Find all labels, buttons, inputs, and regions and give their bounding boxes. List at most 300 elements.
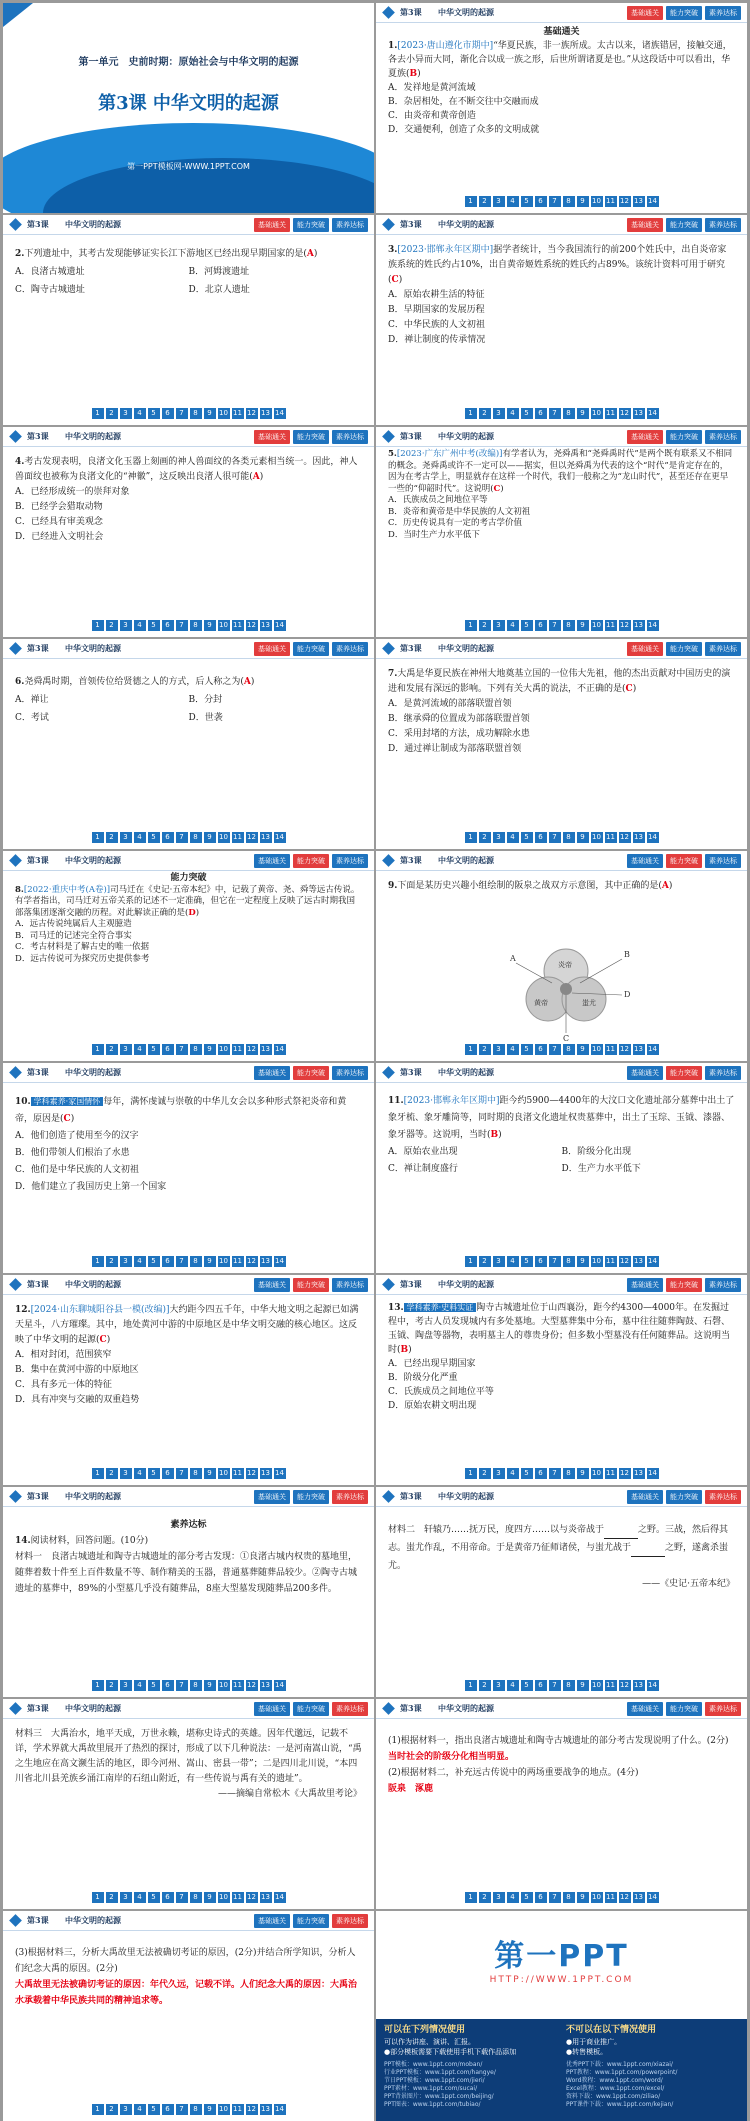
page-nav-button[interactable]: 8 — [563, 408, 575, 419]
page-nav-button[interactable]: 2 — [479, 620, 491, 631]
page-nav-button[interactable]: 2 — [106, 1680, 118, 1691]
page-nav-button[interactable]: 11 — [606, 409, 615, 417]
literacy-tab[interactable]: 素养达标 — [332, 642, 368, 656]
page-nav-button[interactable]: 1 — [465, 1892, 477, 1903]
page-nav-button[interactable]: 10 — [219, 1469, 228, 1477]
basic-tab[interactable]: 基础通关 — [254, 430, 290, 444]
page-nav-button[interactable]: 3 — [493, 1892, 505, 1903]
page-nav-button[interactable]: 14 — [648, 1257, 657, 1265]
page-nav-button[interactable]: 3 — [120, 1044, 132, 1055]
page-nav-button[interactable]: 13 — [634, 1257, 643, 1265]
page-nav-button[interactable]: 2 — [106, 1468, 118, 1479]
page-nav-button[interactable]: 2 — [106, 1044, 118, 1055]
ability-tab[interactable]: 能力突破 — [666, 218, 702, 232]
page-nav-button[interactable]: 12 — [620, 833, 629, 841]
page-nav-button[interactable]: 12 — [247, 2105, 256, 2113]
page-nav-button[interactable]: 5 — [521, 1892, 533, 1903]
page-nav-button[interactable]: 7 — [176, 2104, 188, 2115]
basic-tab[interactable]: 基础通关 — [627, 6, 663, 20]
page-nav-button[interactable]: 13 — [261, 1045, 270, 1053]
page-nav-button[interactable]: 14 — [275, 1893, 284, 1901]
ability-tab[interactable]: 能力突破 — [293, 1066, 329, 1080]
page-nav-button[interactable]: 5 — [148, 408, 160, 419]
basic-tab[interactable]: 基础通关 — [627, 1490, 663, 1504]
literacy-tab[interactable]: 素养达标 — [332, 218, 368, 232]
page-nav-button[interactable]: 9 — [204, 1044, 216, 1055]
page-nav-button[interactable]: 1 — [465, 196, 477, 207]
page-nav-button[interactable]: 12 — [620, 1257, 629, 1265]
page-nav-button[interactable]: 13 — [261, 1681, 270, 1689]
page-nav-button[interactable]: 4 — [134, 1892, 146, 1903]
page-nav-button[interactable]: 10 — [592, 833, 601, 841]
page-nav-button[interactable]: 13 — [634, 621, 643, 629]
page-nav-button[interactable]: 8 — [563, 620, 575, 631]
page-nav-button[interactable]: 6 — [162, 2104, 174, 2115]
page-nav-button[interactable]: 5 — [148, 1680, 160, 1691]
page-nav-button[interactable]: 13 — [261, 1257, 270, 1265]
page-nav-button[interactable]: 10 — [219, 621, 228, 629]
ability-tab[interactable]: 能力突破 — [293, 1914, 329, 1928]
page-nav-button[interactable]: 7 — [549, 1892, 561, 1903]
page-nav-button[interactable]: 9 — [204, 1256, 216, 1267]
page-nav-button[interactable]: 3 — [493, 1468, 505, 1479]
literacy-tab[interactable]: 素养达标 — [705, 1278, 741, 1292]
page-nav-button[interactable]: 3 — [493, 832, 505, 843]
page-nav-button[interactable]: 1 — [465, 1680, 477, 1691]
page-nav-button[interactable]: 6 — [162, 1256, 174, 1267]
page-nav-button[interactable]: 1 — [465, 832, 477, 843]
basic-tab[interactable]: 基础通关 — [254, 1914, 290, 1928]
literacy-tab[interactable]: 素养达标 — [332, 1278, 368, 1292]
page-nav-button[interactable]: 4 — [134, 1468, 146, 1479]
page-nav-button[interactable]: 13 — [634, 1893, 643, 1901]
page-nav-button[interactable]: 10 — [219, 409, 228, 417]
page-nav-button[interactable]: 11 — [606, 197, 615, 205]
page-nav-button[interactable]: 9 — [577, 196, 589, 207]
page-nav-button[interactable]: 5 — [148, 1892, 160, 1903]
page-nav-button[interactable]: 10 — [219, 1681, 228, 1689]
page-nav-button[interactable]: 11 — [606, 1893, 615, 1901]
literacy-tab[interactable]: 素养达标 — [332, 1066, 368, 1080]
page-nav-button[interactable]: 14 — [648, 409, 657, 417]
page-nav-button[interactable]: 8 — [190, 832, 202, 843]
page-nav-button[interactable]: 1 — [92, 1256, 104, 1267]
page-nav-button[interactable]: 5 — [521, 1680, 533, 1691]
literacy-tab[interactable]: 素养达标 — [705, 1490, 741, 1504]
basic-tab[interactable]: 基础通关 — [627, 430, 663, 444]
page-nav-button[interactable]: 11 — [233, 621, 242, 629]
page-nav-button[interactable]: 6 — [162, 408, 174, 419]
page-nav-button[interactable]: 1 — [92, 408, 104, 419]
page-nav-button[interactable]: 7 — [176, 1680, 188, 1691]
page-nav-button[interactable]: 9 — [204, 2104, 216, 2115]
ability-tab[interactable]: 能力突破 — [293, 854, 329, 868]
page-nav-button[interactable]: 2 — [479, 1680, 491, 1691]
page-nav-button[interactable]: 7 — [549, 196, 561, 207]
page-nav-button[interactable]: 3 — [120, 1256, 132, 1267]
page-nav-button[interactable]: 8 — [190, 1680, 202, 1691]
page-nav-button[interactable]: 10 — [592, 197, 601, 205]
page-nav-button[interactable]: 3 — [493, 1680, 505, 1691]
page-nav-button[interactable]: 3 — [120, 408, 132, 419]
page-nav-button[interactable]: 4 — [134, 832, 146, 843]
page-nav-button[interactable]: 2 — [106, 620, 118, 631]
page-nav-button[interactable]: 14 — [275, 1257, 284, 1265]
page-nav-button[interactable]: 1 — [92, 832, 104, 843]
page-nav-button[interactable]: 10 — [592, 1045, 601, 1053]
page-nav-button[interactable]: 2 — [479, 1468, 491, 1479]
page-nav-button[interactable]: 6 — [535, 620, 547, 631]
page-nav-button[interactable]: 6 — [535, 1256, 547, 1267]
blank-1[interactable] — [604, 1529, 638, 1539]
page-nav-button[interactable]: 12 — [247, 409, 256, 417]
page-nav-button[interactable]: 12 — [247, 1045, 256, 1053]
page-nav-button[interactable]: 7 — [176, 408, 188, 419]
literacy-tab[interactable]: 素养达标 — [705, 1702, 741, 1716]
page-nav-button[interactable]: 9 — [577, 1892, 589, 1903]
page-nav-button[interactable]: 10 — [219, 1893, 228, 1901]
page-nav-button[interactable]: 6 — [535, 832, 547, 843]
page-nav-button[interactable]: 9 — [577, 1256, 589, 1267]
page-nav-button[interactable]: 8 — [190, 1892, 202, 1903]
page-nav-button[interactable]: 5 — [521, 1256, 533, 1267]
literacy-tab[interactable]: 素养达标 — [332, 430, 368, 444]
page-nav-button[interactable]: 4 — [134, 2104, 146, 2115]
page-nav-button[interactable]: 4 — [507, 1892, 519, 1903]
page-nav-button[interactable]: 10 — [592, 621, 601, 629]
page-nav-button[interactable]: 1 — [465, 408, 477, 419]
page-nav-button[interactable]: 5 — [148, 1044, 160, 1055]
literacy-tab[interactable]: 素养达标 — [332, 1702, 368, 1716]
page-nav-button[interactable]: 1 — [465, 1468, 477, 1479]
page-nav-button[interactable]: 8 — [563, 196, 575, 207]
page-nav-button[interactable]: 2 — [479, 1256, 491, 1267]
page-nav-button[interactable]: 11 — [606, 1469, 615, 1477]
literacy-tab[interactable]: 素养达标 — [705, 854, 741, 868]
page-nav-button[interactable]: 7 — [549, 832, 561, 843]
page-nav-button[interactable]: 3 — [120, 1680, 132, 1691]
page-nav-button[interactable]: 6 — [162, 1468, 174, 1479]
ability-tab[interactable]: 能力突破 — [293, 642, 329, 656]
page-nav-button[interactable]: 7 — [549, 1468, 561, 1479]
page-nav-button[interactable]: 12 — [247, 1469, 256, 1477]
ability-tab[interactable]: 能力突破 — [666, 642, 702, 656]
page-nav-button[interactable]: 11 — [233, 833, 242, 841]
page-nav-button[interactable]: 5 — [521, 1044, 533, 1055]
literacy-tab[interactable]: 素养达标 — [332, 1490, 368, 1504]
page-nav-button[interactable]: 9 — [577, 1680, 589, 1691]
literacy-tab[interactable]: 素养达标 — [332, 1914, 368, 1928]
page-nav-button[interactable]: 4 — [507, 1256, 519, 1267]
page-nav-button[interactable]: 7 — [176, 1256, 188, 1267]
page-nav-button[interactable]: 8 — [563, 1680, 575, 1691]
page-nav-button[interactable]: 12 — [247, 1257, 256, 1265]
page-nav-button[interactable]: 8 — [563, 832, 575, 843]
page-nav-button[interactable]: 3 — [120, 620, 132, 631]
page-nav-button[interactable]: 12 — [620, 1893, 629, 1901]
page-nav-button[interactable]: 8 — [190, 620, 202, 631]
page-nav-button[interactable]: 9 — [577, 1044, 589, 1055]
page-nav-button[interactable]: 6 — [535, 1468, 547, 1479]
page-nav-button[interactable]: 13 — [261, 1893, 270, 1901]
page-nav-button[interactable]: 5 — [521, 196, 533, 207]
page-nav-button[interactable]: 2 — [106, 2104, 118, 2115]
basic-tab[interactable]: 基础通关 — [254, 218, 290, 232]
page-nav-button[interactable]: 5 — [521, 1468, 533, 1479]
literacy-tab[interactable]: 素养达标 — [705, 218, 741, 232]
page-nav-button[interactable]: 5 — [148, 1256, 160, 1267]
page-nav-button[interactable]: 9 — [204, 1680, 216, 1691]
basic-tab[interactable]: 基础通关 — [254, 1490, 290, 1504]
page-nav-button[interactable]: 12 — [620, 621, 629, 629]
page-nav-button[interactable]: 7 — [549, 1680, 561, 1691]
page-nav-button[interactable]: 14 — [275, 1045, 284, 1053]
page-nav-button[interactable]: 1 — [92, 620, 104, 631]
page-nav-button[interactable]: 5 — [521, 620, 533, 631]
page-nav-button[interactable]: 4 — [507, 832, 519, 843]
page-nav-button[interactable]: 8 — [190, 408, 202, 419]
page-nav-button[interactable]: 10 — [219, 1257, 228, 1265]
page-nav-button[interactable]: 10 — [219, 1045, 228, 1053]
page-nav-button[interactable]: 10 — [219, 2105, 228, 2113]
page-nav-button[interactable]: 2 — [479, 196, 491, 207]
page-nav-button[interactable]: 7 — [176, 620, 188, 631]
page-nav-button[interactable]: 11 — [606, 1681, 615, 1689]
page-nav-button[interactable]: 11 — [233, 1045, 242, 1053]
page-nav-button[interactable]: 4 — [134, 1680, 146, 1691]
page-nav-button[interactable]: 13 — [261, 621, 270, 629]
page-nav-button[interactable]: 8 — [190, 1468, 202, 1479]
page-nav-button[interactable]: 12 — [620, 1681, 629, 1689]
page-nav-button[interactable]: 11 — [606, 1045, 615, 1053]
page-nav-button[interactable]: 14 — [275, 1681, 284, 1689]
page-nav-button[interactable]: 4 — [134, 620, 146, 631]
page-nav-button[interactable]: 9 — [204, 620, 216, 631]
page-nav-button[interactable]: 12 — [247, 621, 256, 629]
page-nav-button[interactable]: 7 — [549, 1256, 561, 1267]
ability-tab[interactable]: 能力突破 — [293, 1278, 329, 1292]
page-nav-button[interactable]: 10 — [592, 409, 601, 417]
page-nav-button[interactable]: 14 — [648, 1681, 657, 1689]
basic-tab[interactable]: 基础通关 — [254, 1278, 290, 1292]
page-nav-button[interactable]: 2 — [106, 1892, 118, 1903]
page-nav-button[interactable]: 6 — [162, 620, 174, 631]
page-nav-button[interactable]: 9 — [204, 408, 216, 419]
page-nav-button[interactable]: 6 — [535, 1044, 547, 1055]
ability-tab[interactable]: 能力突破 — [666, 1702, 702, 1716]
page-nav-button[interactable]: 6 — [162, 832, 174, 843]
page-nav-button[interactable]: 9 — [204, 1468, 216, 1479]
page-nav-button[interactable]: 10 — [592, 1893, 601, 1901]
page-nav-button[interactable]: 6 — [162, 1680, 174, 1691]
page-nav-button[interactable]: 3 — [493, 620, 505, 631]
page-nav-button[interactable]: 14 — [275, 409, 284, 417]
page-nav-button[interactable]: 14 — [648, 1469, 657, 1477]
page-nav-button[interactable]: 13 — [634, 1469, 643, 1477]
page-nav-button[interactable]: 3 — [120, 832, 132, 843]
page-nav-button[interactable]: 14 — [648, 197, 657, 205]
basic-tab[interactable]: 基础通关 — [627, 1066, 663, 1080]
ability-tab[interactable]: 能力突破 — [666, 1278, 702, 1292]
page-nav-button[interactable]: 13 — [634, 1045, 643, 1053]
page-nav-button[interactable]: 12 — [247, 1681, 256, 1689]
page-nav-button[interactable]: 9 — [204, 1892, 216, 1903]
page-nav-button[interactable]: 3 — [120, 1468, 132, 1479]
page-nav-button[interactable]: 12 — [620, 197, 629, 205]
basic-tab[interactable]: 基础通关 — [627, 642, 663, 656]
page-nav-button[interactable]: 12 — [247, 1893, 256, 1901]
page-nav-button[interactable]: 11 — [233, 1893, 242, 1901]
ability-tab[interactable]: 能力突破 — [293, 430, 329, 444]
ability-tab[interactable]: 能力突破 — [293, 1702, 329, 1716]
page-nav-button[interactable]: 4 — [507, 620, 519, 631]
page-nav-button[interactable]: 7 — [176, 1044, 188, 1055]
page-nav-button[interactable]: 13 — [634, 833, 643, 841]
page-nav-button[interactable]: 11 — [233, 1681, 242, 1689]
page-nav-button[interactable]: 13 — [261, 2105, 270, 2113]
page-nav-button[interactable]: 6 — [535, 196, 547, 207]
page-nav-button[interactable]: 6 — [535, 1892, 547, 1903]
page-nav-button[interactable]: 8 — [563, 1256, 575, 1267]
basic-tab[interactable]: 基础通关 — [254, 1702, 290, 1716]
page-nav-button[interactable]: 4 — [507, 196, 519, 207]
ability-tab[interactable]: 能力突破 — [666, 1490, 702, 1504]
page-nav-button[interactable]: 4 — [134, 1044, 146, 1055]
page-nav-button[interactable]: 10 — [592, 1681, 601, 1689]
page-nav-button[interactable]: 7 — [549, 1044, 561, 1055]
page-nav-button[interactable]: 1 — [92, 1892, 104, 1903]
page-nav-button[interactable]: 7 — [176, 1892, 188, 1903]
page-nav-button[interactable]: 2 — [479, 1044, 491, 1055]
page-nav-button[interactable]: 2 — [479, 832, 491, 843]
page-nav-button[interactable]: 5 — [148, 620, 160, 631]
literacy-tab[interactable]: 素养达标 — [705, 430, 741, 444]
page-nav-button[interactable]: 14 — [648, 833, 657, 841]
page-nav-button[interactable]: 6 — [535, 1680, 547, 1691]
literacy-tab[interactable]: 素养达标 — [332, 854, 368, 868]
literacy-tab[interactable]: 素养达标 — [705, 1066, 741, 1080]
basic-tab[interactable]: 基础通关 — [254, 1066, 290, 1080]
ability-tab[interactable]: 能力突破 — [293, 218, 329, 232]
page-nav-button[interactable]: 9 — [577, 620, 589, 631]
page-nav-button[interactable]: 5 — [521, 832, 533, 843]
page-nav-button[interactable]: 7 — [176, 1468, 188, 1479]
page-nav-button[interactable]: 5 — [148, 832, 160, 843]
page-nav-button[interactable]: 8 — [563, 1892, 575, 1903]
basic-tab[interactable]: 基础通关 — [627, 854, 663, 868]
page-nav-button[interactable]: 8 — [563, 1468, 575, 1479]
literacy-tab[interactable]: 素养达标 — [705, 6, 741, 20]
ability-tab[interactable]: 能力突破 — [666, 854, 702, 868]
page-nav-button[interactable]: 3 — [493, 196, 505, 207]
page-nav-button[interactable]: 14 — [275, 833, 284, 841]
page-nav-button[interactable]: 7 — [549, 408, 561, 419]
page-nav-button[interactable]: 14 — [275, 621, 284, 629]
page-nav-button[interactable]: 3 — [493, 1044, 505, 1055]
page-nav-button[interactable]: 2 — [106, 832, 118, 843]
page-nav-button[interactable]: 6 — [162, 1892, 174, 1903]
page-nav-button[interactable]: 3 — [120, 1892, 132, 1903]
page-nav-button[interactable]: 14 — [648, 1893, 657, 1901]
page-nav-button[interactable]: 12 — [247, 833, 256, 841]
page-nav-button[interactable]: 11 — [606, 833, 615, 841]
page-nav-button[interactable]: 4 — [134, 408, 146, 419]
page-nav-button[interactable]: 3 — [493, 408, 505, 419]
page-nav-button[interactable]: 8 — [190, 2104, 202, 2115]
literacy-tab[interactable]: 素养达标 — [705, 642, 741, 656]
page-nav-button[interactable]: 5 — [148, 2104, 160, 2115]
page-nav-button[interactable]: 1 — [92, 1468, 104, 1479]
basic-tab[interactable]: 基础通关 — [254, 854, 290, 868]
page-nav-button[interactable]: 2 — [106, 1256, 118, 1267]
page-nav-button[interactable]: 12 — [620, 409, 629, 417]
basic-tab[interactable]: 基础通关 — [627, 1702, 663, 1716]
page-nav-button[interactable]: 9 — [204, 832, 216, 843]
page-nav-button[interactable]: 1 — [92, 1680, 104, 1691]
ability-tab[interactable]: 能力突破 — [293, 1490, 329, 1504]
page-nav-button[interactable]: 4 — [507, 1468, 519, 1479]
page-nav-button[interactable]: 1 — [465, 1044, 477, 1055]
ability-tab[interactable]: 能力突破 — [666, 1066, 702, 1080]
page-nav-button[interactable]: 1 — [92, 2104, 104, 2115]
page-nav-button[interactable]: 4 — [507, 408, 519, 419]
page-nav-button[interactable]: 10 — [219, 833, 228, 841]
page-nav-button[interactable]: 2 — [479, 1892, 491, 1903]
page-nav-button[interactable]: 6 — [162, 1044, 174, 1055]
page-nav-button[interactable]: 14 — [648, 1045, 657, 1053]
ability-tab[interactable]: 能力突破 — [666, 430, 702, 444]
page-nav-button[interactable]: 8 — [190, 1256, 202, 1267]
page-nav-button[interactable]: 11 — [606, 1257, 615, 1265]
page-nav-button[interactable]: 7 — [549, 620, 561, 631]
page-nav-button[interactable]: 10 — [592, 1257, 601, 1265]
page-nav-button[interactable]: 4 — [134, 1256, 146, 1267]
page-nav-button[interactable]: 11 — [233, 1469, 242, 1477]
page-nav-button[interactable]: 5 — [521, 408, 533, 419]
page-nav-button[interactable]: 8 — [563, 1044, 575, 1055]
page-nav-button[interactable]: 9 — [577, 832, 589, 843]
page-nav-button[interactable]: 5 — [148, 1468, 160, 1479]
page-nav-button[interactable]: 6 — [535, 408, 547, 419]
page-nav-button[interactable]: 11 — [606, 621, 615, 629]
page-nav-button[interactable]: 1 — [92, 1044, 104, 1055]
page-nav-button[interactable]: 1 — [465, 1256, 477, 1267]
page-nav-button[interactable]: 13 — [261, 1469, 270, 1477]
page-nav-button[interactable]: 2 — [479, 408, 491, 419]
page-nav-button[interactable]: 8 — [190, 1044, 202, 1055]
page-nav-button[interactable]: 14 — [275, 2105, 284, 2113]
page-nav-button[interactable]: 11 — [233, 1257, 242, 1265]
page-nav-button[interactable]: 13 — [634, 409, 643, 417]
ability-tab[interactable]: 能力突破 — [666, 6, 702, 20]
page-nav-button[interactable]: 3 — [493, 1256, 505, 1267]
page-nav-button[interactable]: 4 — [507, 1044, 519, 1055]
page-nav-button[interactable]: 13 — [634, 197, 643, 205]
page-nav-button[interactable]: 1 — [465, 620, 477, 631]
page-nav-button[interactable]: 11 — [233, 2105, 242, 2113]
page-nav-button[interactable]: 9 — [577, 1468, 589, 1479]
page-nav-button[interactable]: 13 — [261, 833, 270, 841]
page-nav-button[interactable]: 11 — [233, 409, 242, 417]
page-nav-button[interactable]: 9 — [577, 408, 589, 419]
page-nav-button[interactable]: 7 — [176, 832, 188, 843]
page-nav-button[interactable]: 13 — [261, 409, 270, 417]
blank-2[interactable] — [631, 1547, 665, 1557]
page-nav-button[interactable]: 14 — [275, 1469, 284, 1477]
basic-tab[interactable]: 基础通关 — [627, 218, 663, 232]
page-nav-button[interactable]: 3 — [120, 2104, 132, 2115]
page-nav-button[interactable]: 2 — [106, 408, 118, 419]
